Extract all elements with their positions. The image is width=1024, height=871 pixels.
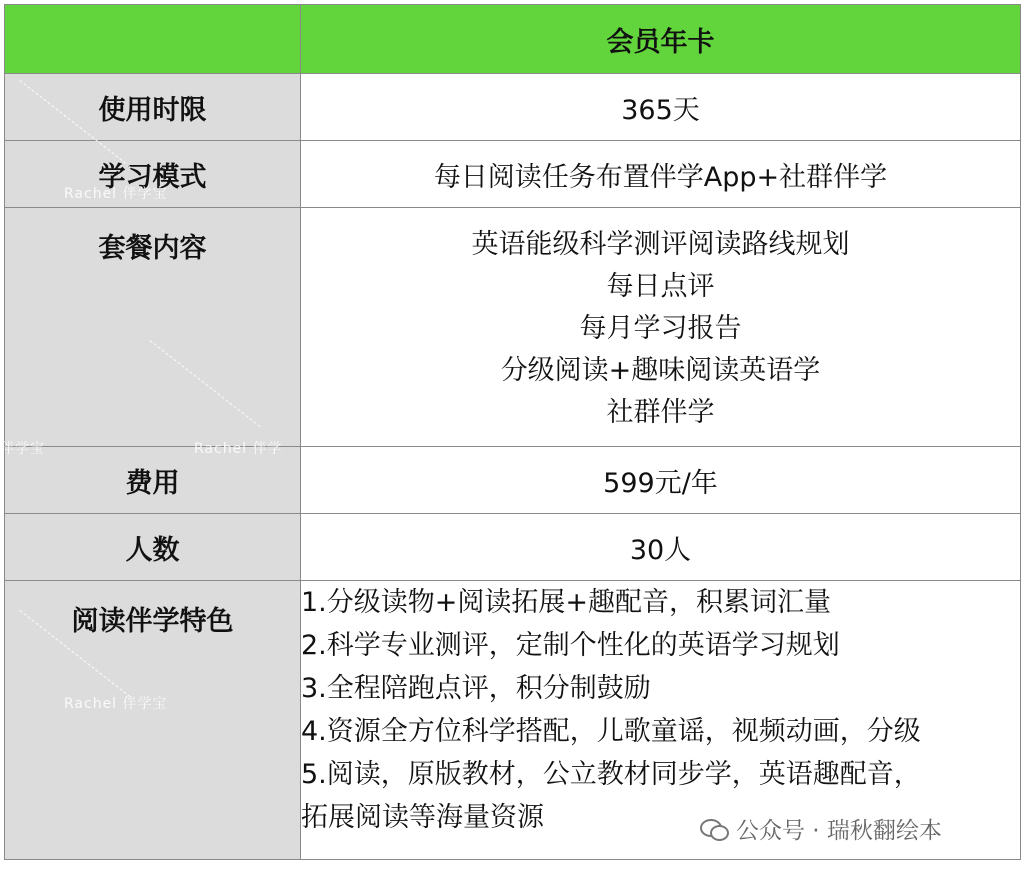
row-value-fee: 599元/年 [301, 447, 1021, 514]
wechat-icon [700, 817, 728, 841]
row-label-usage: 使用时限 [5, 74, 301, 141]
row-label-content-text: 套餐内容 [98, 233, 207, 264]
watermark-text: Rachel 伴学 [194, 441, 283, 457]
content-line: 每月学习报告 [579, 313, 742, 344]
watermark-text: Rachel 伴学宝 [64, 696, 168, 712]
content-line: 每日点评 [606, 271, 715, 302]
row-label-fee: 费用 [5, 447, 301, 514]
row-value-content [301, 208, 1021, 447]
header-title: 会员年卡 [301, 5, 1021, 74]
watermark-text: Rachel 伴学宝 [64, 186, 168, 202]
feature-line: 2.科学专业测评，定制个性化的英语学习规划 [301, 630, 840, 661]
feature-line: 拓展阅读等海量资源 [301, 802, 544, 833]
table-row [5, 208, 1021, 447]
wechat-account-mark [700, 812, 942, 845]
content-line: 社群伴学 [606, 397, 715, 428]
row-label-content [5, 208, 301, 447]
table-row [5, 74, 1021, 141]
row-value-usage: 365天 [301, 74, 1021, 141]
content-line: 分级阅读+趣味阅读英语学 [500, 355, 821, 386]
feature-line: 4.资源全方位科学搭配，儿歌童谣，视频动画，分级 [301, 716, 921, 747]
row-value-people: 30人 [301, 514, 1021, 581]
row-label-people: 人数 [5, 514, 301, 581]
feature-line: 5.阅读，原版教材，公立教材同步学，英语趣配音， [301, 759, 921, 790]
header-empty-cell [5, 5, 301, 74]
watermark-text: 伴学宝 [0, 441, 45, 457]
content-line: 英语能级科学测评阅读路线规划 [471, 229, 850, 260]
table-row [5, 514, 1021, 581]
row-label-features-text: 阅读伴学特色 [71, 606, 234, 637]
row-value-mode: 每日阅读任务布置伴学App+社群伴学 [301, 141, 1021, 208]
feature-line: 1.分级读物+阅读拓展+趣配音，积累词汇量 [301, 587, 832, 618]
row-label-features [5, 581, 301, 860]
feature-line: 3.全程陪跑点评，积分制鼓励 [301, 673, 651, 704]
table-row [5, 141, 1021, 208]
table-header-row [5, 5, 1021, 74]
membership-table [4, 4, 1021, 860]
table-row [5, 447, 1021, 514]
account-name: 公众号 · 瑞秋翻绘本 [736, 818, 942, 844]
row-label-mode: 学习模式 [5, 141, 301, 208]
